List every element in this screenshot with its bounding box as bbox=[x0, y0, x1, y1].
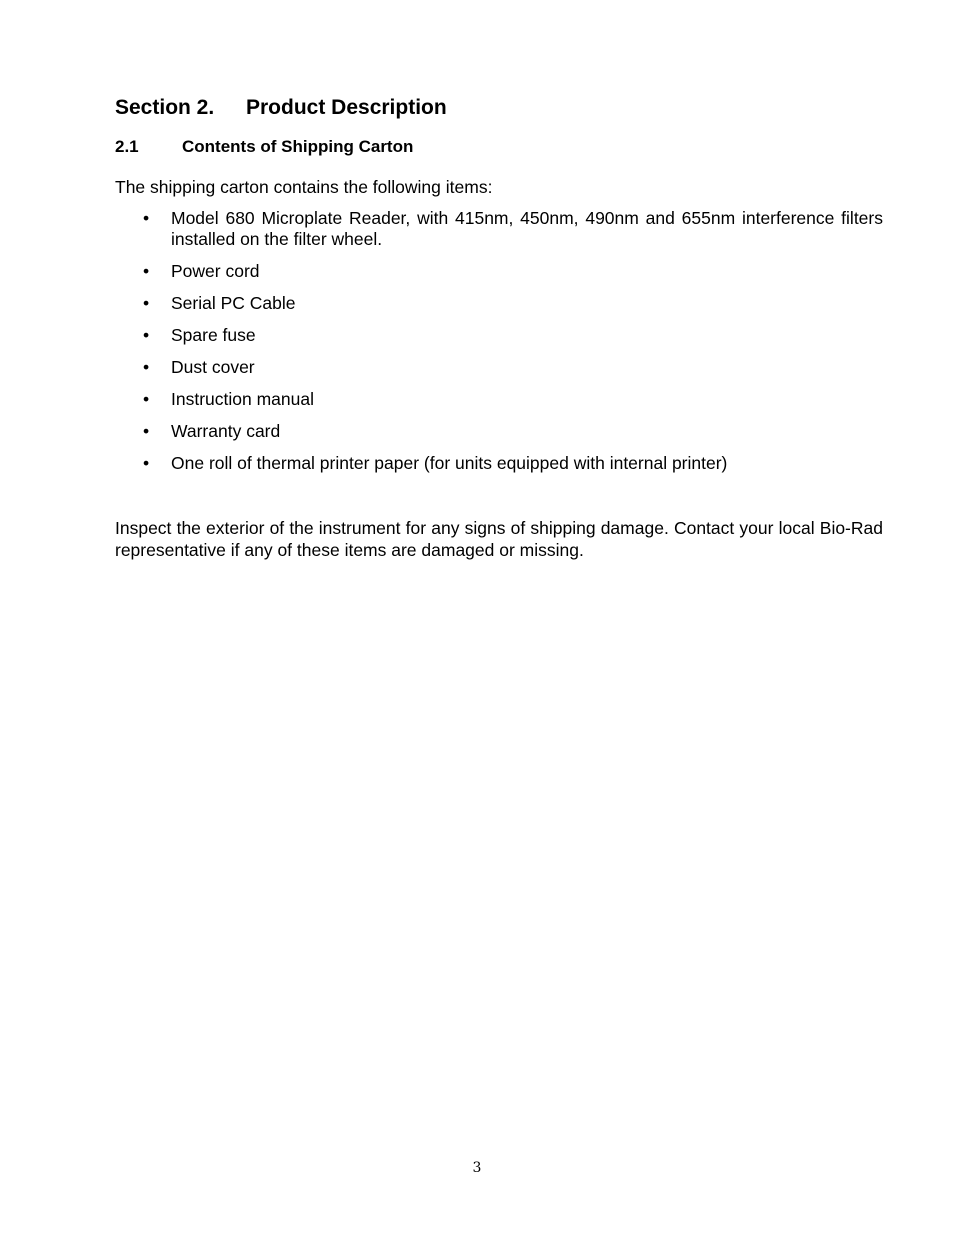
list-item bbox=[115, 357, 883, 378]
list-item bbox=[115, 421, 883, 442]
list-item bbox=[115, 208, 883, 250]
list-item-text: Model 680 Microplate Reader, with 415nm, 450nm, 490nm and 655nm interference filters installed on the filter wheel. bbox=[171, 208, 883, 249]
intro-paragraph: The shipping carton contains the following items: bbox=[115, 177, 493, 197]
list-item bbox=[115, 325, 883, 346]
list-item-text: Warranty card bbox=[171, 421, 281, 441]
bullet-icon: • bbox=[143, 421, 150, 441]
bullet-icon: • bbox=[143, 325, 150, 345]
section-number: Section 2. bbox=[115, 96, 215, 119]
bullet-icon: • bbox=[143, 261, 150, 281]
list-item-text: Serial PC Cable bbox=[171, 293, 296, 313]
bullet-icon: • bbox=[143, 208, 150, 228]
section-heading bbox=[115, 96, 447, 120]
bullet-icon: • bbox=[143, 357, 150, 377]
subsection-heading bbox=[115, 137, 413, 157]
list-item-text: One roll of thermal printer paper (for units equipped with internal printer) bbox=[171, 453, 728, 473]
list-item-text: Dust cover bbox=[171, 357, 255, 377]
bullet-icon: • bbox=[143, 293, 150, 313]
contents-list bbox=[115, 208, 883, 485]
section-title: Product Description bbox=[246, 96, 447, 119]
subsection-number: 2.1 bbox=[115, 137, 139, 156]
list-item-text: Spare fuse bbox=[171, 325, 256, 345]
page-number: 3 bbox=[472, 1160, 482, 1176]
bullet-icon: • bbox=[143, 453, 150, 473]
closing-paragraph: Inspect the exterior of the instrument for any signs of shipping damage. Contact your local Bio-Rad representative if any of these items are damaged or missing. bbox=[115, 518, 883, 560]
list-item bbox=[115, 389, 883, 410]
bullet-icon: • bbox=[143, 389, 150, 409]
list-item-text: Instruction manual bbox=[171, 389, 314, 409]
list-item-text: Power cord bbox=[171, 261, 260, 281]
list-item bbox=[115, 293, 883, 314]
list-item bbox=[115, 261, 883, 282]
subsection-title: Contents of Shipping Carton bbox=[182, 137, 414, 156]
list-item bbox=[115, 453, 883, 474]
